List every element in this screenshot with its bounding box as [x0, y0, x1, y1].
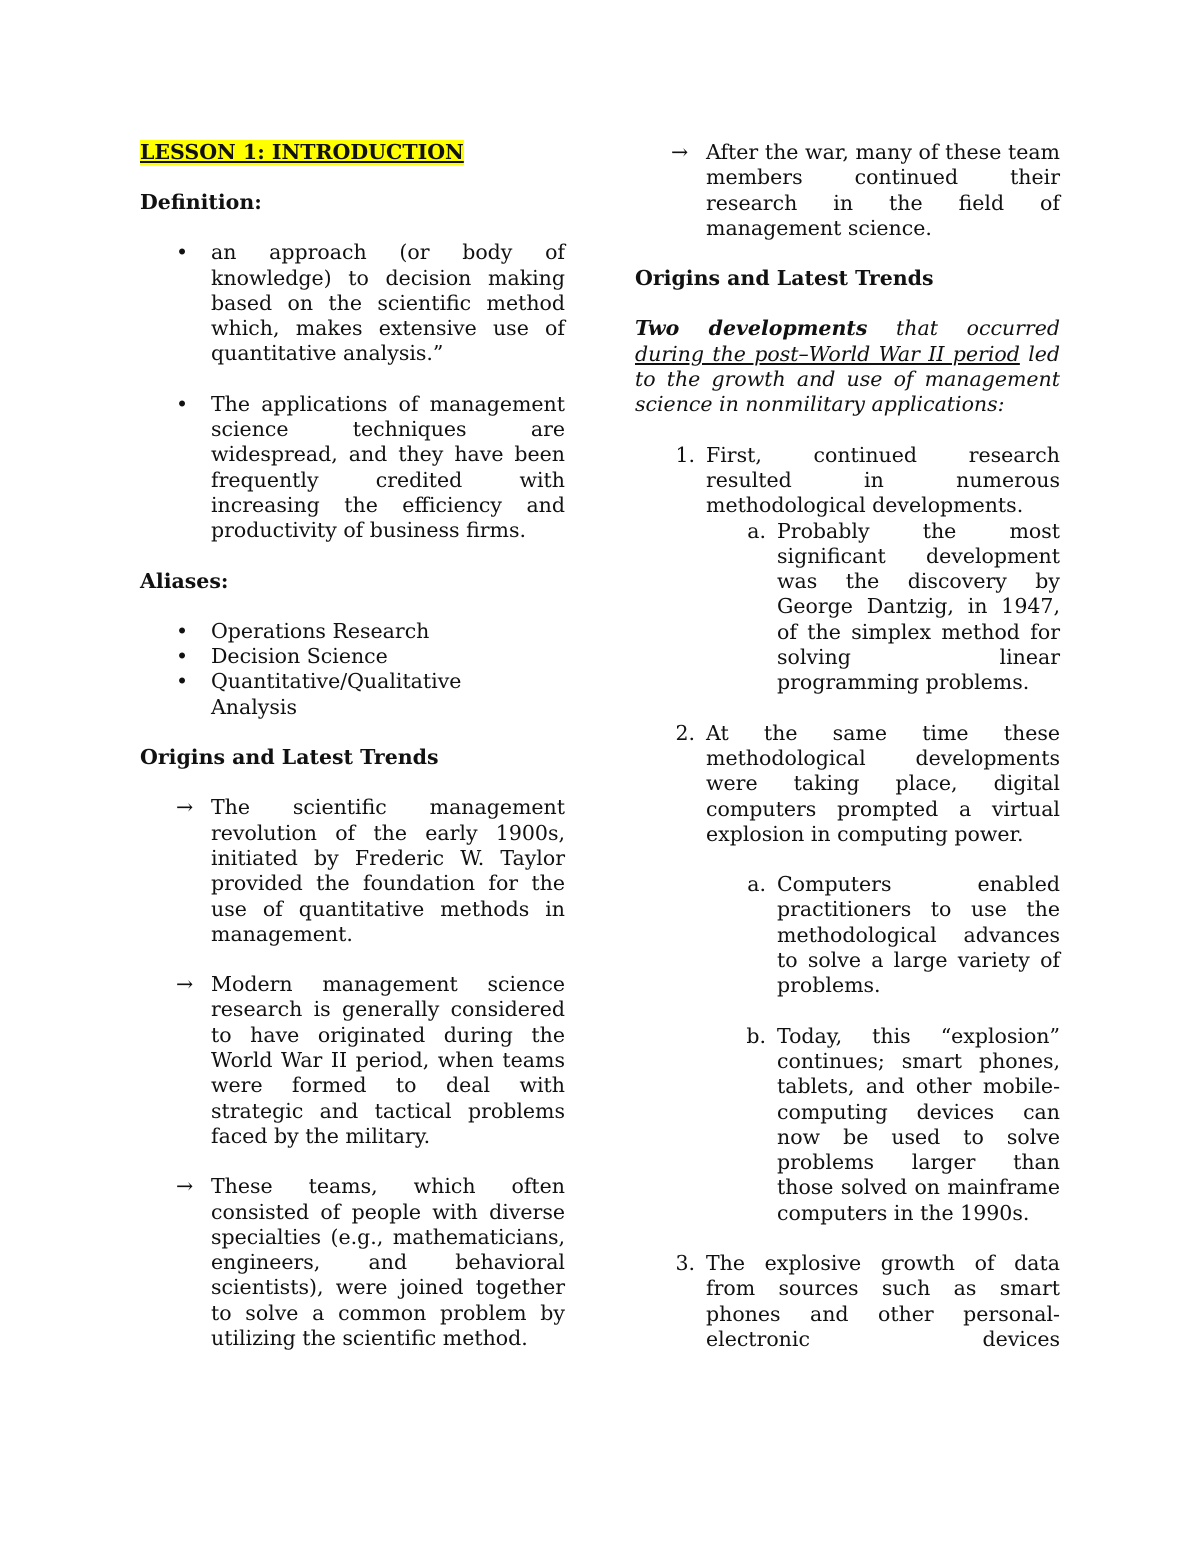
origins-item — [140, 1174, 565, 1351]
numbered-item — [635, 443, 1060, 519]
origins-item — [140, 795, 565, 947]
definition-text: an approach (or body of knowledge) to decision making based on the scientific method which, makes extensive use of quantitative analysis.” — [211, 240, 565, 366]
origins-text: After the war, many of these team members continued their research in the field of management science. — [706, 140, 1060, 240]
intro-underlined: during the post–World War II period — [635, 341, 1020, 366]
lesson-title: LESSON 1: INTRODUCTION — [140, 140, 464, 164]
numbered-text: The explosive growth of data from sources such as smart phones and other personal-electronic devices — [706, 1250, 1060, 1351]
alias-item — [140, 669, 565, 720]
intro-text-2: led to the growth and use of management science in nonmilitary applications: — [635, 341, 1061, 417]
item-number: 3. — [675, 1250, 695, 1275]
numbered-text: At the same time these methodological developments were taking place, digital computers prompted a virtual explosion in computing power. — [706, 720, 1060, 846]
alias-text: Quantitative/Qualitative Analysis — [211, 669, 462, 719]
sub-text: Probably the most significant development was the discovery by George Dantzig, in 1947, of the simplex method for solving linear programming problems. — [777, 518, 1060, 695]
origins-item — [140, 972, 565, 1149]
numbered-text: First, continued research resulted in numerous methodological developments. — [706, 442, 1060, 518]
definition-item — [140, 392, 565, 544]
intro-bold: Two developments — [635, 316, 868, 341]
definition-text: The applications of management science techniques are widespread, and they have been frequently credited with increasing the efficiency and productivity of business firms. — [211, 391, 565, 543]
origins-heading: Origins and Latest Trends — [140, 745, 439, 770]
item-letter: a. — [747, 518, 766, 543]
origins-item — [635, 140, 1060, 241]
bullet-icon: • — [176, 644, 189, 669]
alias-item — [140, 644, 565, 669]
item-letter: a. — [747, 872, 766, 897]
intro-paragraph — [635, 316, 1060, 417]
origins-text: The scientific management revolution of the early 1900s, initiated by Frederic W. Taylor provided the foundation for the use of quantitative methods in management. — [211, 795, 565, 946]
sub-item — [635, 872, 1060, 998]
numbered-item — [635, 1251, 1060, 1352]
alias-text: Decision Science — [211, 644, 388, 669]
item-letter: b. — [746, 1023, 766, 1048]
origins-text: Modern management science research is generally considered to have originated during the World War II period, when teams were formed to deal with strategic and tactical problems faced by the military. — [211, 972, 565, 1148]
lesson-title-line — [140, 140, 565, 165]
numbered-item — [635, 721, 1060, 847]
origins-heading: Origins and Latest Trends — [635, 266, 934, 291]
definition-item — [140, 240, 565, 366]
definition-heading: Definition: — [140, 190, 262, 214]
arrow-icon: → — [176, 795, 194, 820]
sub-item — [635, 519, 1060, 696]
item-number: 2. — [675, 720, 695, 745]
item-number: 1. — [675, 442, 695, 467]
sub-text: Today, this “explosion” continues; smart phones, tablets, and other mobile-computing devices can now be used to solve problems larger than those solved on mainframe computers in the 1990s. — [777, 1023, 1060, 1225]
arrow-icon: → — [176, 972, 194, 997]
right-column — [635, 140, 1060, 1352]
alias-text: Operations Research — [211, 618, 430, 643]
sub-text: Computers enabled practitioners to use the methodological advances to solve a large variety of problems. — [777, 872, 1060, 998]
bullet-icon: • — [176, 240, 189, 265]
intro-text-1: that occurred — [867, 316, 1060, 341]
alias-item — [140, 619, 565, 644]
bullet-icon: • — [176, 669, 189, 694]
origins-text: These teams, which often consisted of people with diverse specialties (e.g., mathematicians, engineers, and behavioral scientists), were joined together to solve a common problem by utilizing the scientific method. — [211, 1174, 565, 1350]
bullet-icon: • — [176, 618, 189, 643]
arrow-icon: → — [671, 140, 689, 164]
left-column — [140, 140, 565, 1351]
aliases-heading: Aliases: — [140, 568, 229, 593]
sub-item — [635, 1024, 1060, 1226]
arrow-icon: → — [176, 1174, 194, 1199]
bullet-icon: • — [176, 391, 189, 416]
